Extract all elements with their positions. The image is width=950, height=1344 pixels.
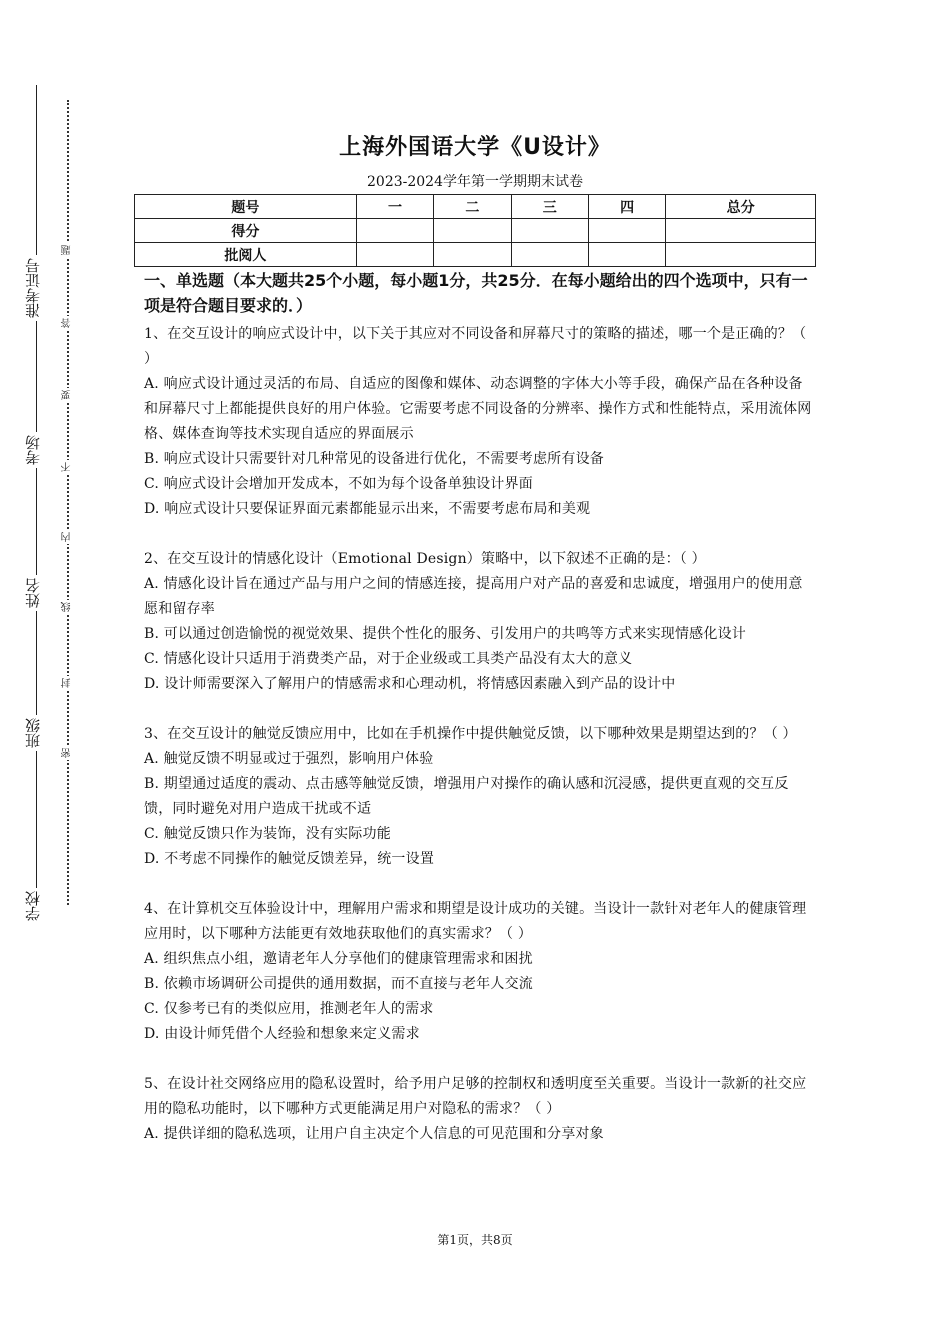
option-d: D. 由设计师凭借个人经验和想象来定义需求 [144,1026,420,1042]
school-label: 学校 [22,888,43,924]
class-label: 班级 [22,715,43,751]
binding-char: 要 [62,390,73,400]
reviewer-cell [588,243,665,267]
score-cell [666,219,816,243]
option-c: C. 响应式设计会增加开发成本，不如为每个设备单独设计界面 [144,476,533,492]
score-cell [511,219,588,243]
option-c: C. 触觉反馈只作为装饰，没有实际功能 [144,826,391,842]
question [144,897,812,1047]
name-label: 姓名 [22,575,43,611]
exam-title: 上海外国语大学《U设计》 [339,135,611,160]
score-cell [588,219,665,243]
score-table-header-cell: 四 [588,195,665,219]
option-a: A. 触觉反馈不明显或过于强烈，影响用户体验 [144,751,434,767]
binding-char: 题 [62,245,73,255]
reviewer-cell [666,243,816,267]
score-table-header-cell: 题号 [135,195,357,219]
binding-dotted-line [67,100,69,905]
binding-char: 内 [62,532,73,542]
option-d: D. 不考虑不同操作的触觉反馈差异，统一设置 [144,851,435,867]
score-cell [356,219,433,243]
score-table-header-cell: 总分 [666,195,816,219]
option-a: A. 提供详细的隐私选项，让用户自主决定个人信息的可见范围和分享对象 [144,1126,604,1142]
option-d: D. 响应式设计只要保证界面元素都能显示出来，不需要考虑布局和美观 [144,501,591,517]
score-table-header-row [135,195,816,219]
exam-room-label: 考场 [22,432,43,468]
option-b: B. 可以通过创造愉悦的视觉效果、提供个性化的服务、引发用户的共鸣等方式来实现情感化设计 [144,626,746,642]
exam-content [144,268,812,1147]
score-table-header-cell: 二 [434,195,511,219]
option-a: A. 组织焦点小组，邀请老年人分享他们的健康管理需求和困扰 [144,951,533,967]
binding-solid-line [36,85,37,905]
question-stem: 4、在计算机交互体验设计中，理解用户需求和期望是设计成功的关键。当设计一款针对老年人的健康管理应用时，以下哪种方法能更有效地获取他们的真实需求？（ ） [144,901,807,942]
reviewer-cell [356,243,433,267]
option-b: B. 依赖市场调研公司提供的通用数据，而不直接与老年人交流 [144,976,533,992]
binding-char: 封 [62,678,73,688]
binding-char: 线 [62,602,73,612]
question [144,547,812,697]
question-stem: 2、在交互设计的情感化设计（Emotional Design）策略中，以下叙述不正确的是：（ ） [144,551,706,567]
score-table-header-cell: 一 [356,195,433,219]
question [144,322,812,522]
question-stem: 1、在交互设计的响应式设计中，以下关于其应对不同设备和屏幕尺寸的策略的描述，哪一个是正确的？（ ） [144,326,807,367]
option-d: D. 设计师需要深入了解用户的情感需求和心理动机，将情感因素融入到产品的设计中 [144,676,676,692]
option-b: B. 响应式设计只需要针对几种常见的设备进行优化，不需要考虑所有设备 [144,451,604,467]
reviewer-row-label: 批阅人 [135,243,357,267]
binding-char: 密 [62,748,73,758]
question [144,1072,812,1147]
question-stem: 5、在设计社交网络应用的隐私设置时，给予用户足够的控制权和透明度至关重要。当设计一款新的社交应用的隐私功能时，以下哪种方式更能满足用户对隐私的需求？（ ） [144,1076,807,1117]
score-cell [434,219,511,243]
option-c: C. 情感化设计只适用于消费类产品，对于企业级或工具类产品没有太大的意义 [144,651,633,667]
reviewer-cell [434,243,511,267]
section-heading: 一、单选题（本大题共25个小题，每小题1分，共25分．在每小题给出的四个选项中，只有一项是符合题目要求的．） [144,271,808,315]
binding-char: 答 [62,318,73,328]
question-stem: 3、在交互设计的触觉反馈应用中，比如在手机操作中提供触觉反馈，以下哪种效果是期望达到的？（ ） [144,726,797,742]
score-table [134,194,816,267]
exam-subtitle: 2023-2024学年第一学期期末试卷 [367,174,583,190]
score-row-label: 得分 [135,219,357,243]
score-row [135,219,816,243]
binding-char: 不 [62,462,73,472]
reviewer-cell [511,243,588,267]
exam-id-label: 准考证号 [22,255,43,321]
option-b: B. 期望通过适度的震动、点击感等触觉反馈，增强用户对操作的确认感和沉浸感，提供更直观的交互反馈，同时避免对用户造成干扰或不适 [144,776,789,817]
question [144,722,812,872]
page-number: 第1页，共8页 [437,1233,513,1247]
reviewer-row [135,243,816,267]
option-a: A. 响应式设计通过灵活的布局、自适应的图像和媒体、动态调整的字体大小等手段，确保产品在各种设备和屏幕尺寸上都能提供良好的用户体验。它需要考虑不同设备的分辨率、操作方式和性能特点，采用流体网格、媒体查询等技术实现自适应的界面展示 [144,376,812,442]
option-c: C. 仅参考已有的类似应用，推测老年人的需求 [144,1001,434,1017]
score-table-header-cell: 三 [511,195,588,219]
option-a: A. 情感化设计旨在通过产品与用户之间的情感连接，提高用户对产品的喜爱和忠诚度，增强用户的使用意愿和留存率 [144,576,803,617]
